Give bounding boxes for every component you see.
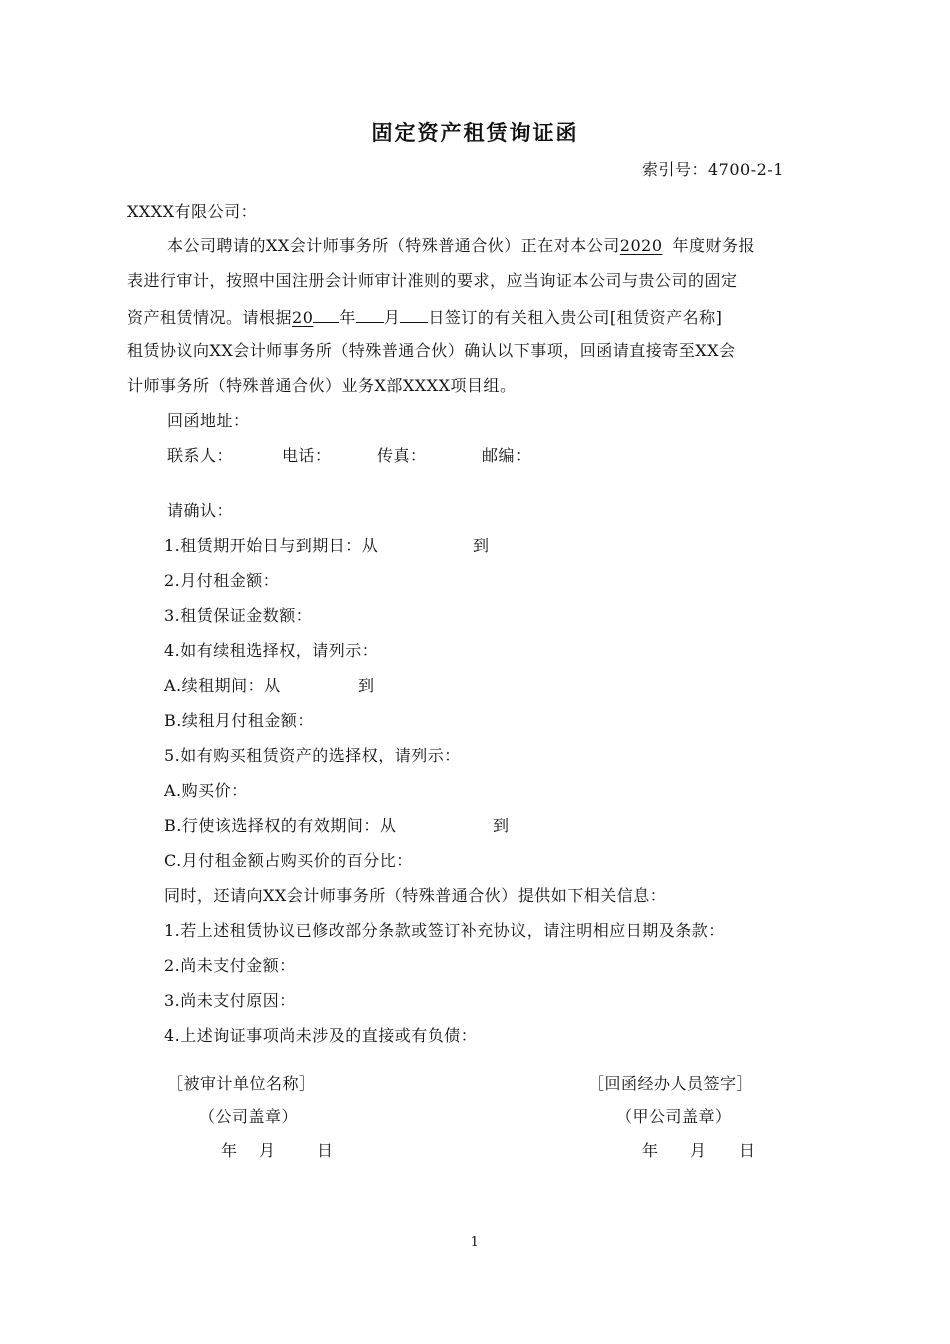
list-item: A.续租期间：从 <box>164 676 281 695</box>
left-date-day: 日 <box>317 1141 334 1160</box>
to-label: 到 <box>473 536 490 555</box>
additional-heading: 同时，还请向XX会计师事务所（特殊普通合伙）提供如下相关信息： <box>164 886 667 905</box>
agreement-year: 20 <box>292 308 314 327</box>
body-line-4: 租赁协议向XX会计师事务所（特殊普通合伙）确认以下事项，回函请直接寄至XX会 <box>127 341 736 360</box>
list-item: 4.上述询证事项尚未涉及的直接或有负债： <box>164 1026 478 1045</box>
body-text: 日签订的有关租入贵公司[租赁资产名称] <box>428 308 723 327</box>
item-text: 1.租赁期开始日与到期日：从 <box>164 536 379 555</box>
page-title: 固定资产租赁询证函 <box>371 120 579 145</box>
body-line-2: 表进行审计，按照中国注册会计师审计准则的要求，应当询证本公司与贵公司的固定 <box>127 271 738 290</box>
signer-signature-label: ［回函经办人员签字］ <box>588 1074 754 1093</box>
body-text: 年度财务报 <box>672 236 756 255</box>
body-text: 本公司聘请的XX会计师事务所（特殊普通合伙）正在对本公司 <box>167 236 620 255</box>
list-item: 4.如有续租选择权，请列示： <box>164 641 379 660</box>
list-item: B.续租月付租金额： <box>164 711 314 730</box>
body-line-1 <box>167 236 755 256</box>
list-item: 3.尚未支付原因： <box>164 991 296 1010</box>
to-label: 到 <box>358 676 375 695</box>
confirm-heading: 请确认： <box>167 501 234 520</box>
index-number: 索引号：4700-2-1 <box>642 160 784 179</box>
reply-address-label: 回函地址： <box>167 411 250 430</box>
body-line-5: 计师事务所（特殊普通合伙）业务X部XXXX项目组。 <box>127 376 517 395</box>
right-date-year: 年 <box>642 1141 659 1160</box>
audit-year: 2020 <box>619 236 663 255</box>
right-date-month: 月 <box>690 1141 707 1160</box>
addressee: XXXX有限公司： <box>127 202 258 221</box>
to-label: 到 <box>493 816 510 835</box>
audited-entity-name: ［被审计单位名称］ <box>167 1074 316 1093</box>
fax-label: 传真： <box>377 446 427 465</box>
list-item: 2.尚未支付金额： <box>164 956 296 975</box>
company-seal-label: （公司盖章） <box>199 1107 299 1126</box>
list-item: 1.若上述租赁协议已修改部分条款或签订补充协议，请注明相应日期及条款： <box>164 921 725 940</box>
party-a-seal-label: （甲公司盖章） <box>616 1107 732 1126</box>
day-blank <box>400 306 428 323</box>
body-line-3 <box>127 306 722 328</box>
month-label: 月 <box>383 308 401 327</box>
body-text: 资产租赁情况。请根据 <box>127 308 293 327</box>
left-date-month: 月 <box>259 1141 276 1160</box>
year-blank <box>313 306 339 323</box>
year-label: 年 <box>339 308 356 327</box>
left-date-year: 年 <box>221 1141 238 1160</box>
phone-label: 电话： <box>282 446 332 465</box>
list-item: A.购买价： <box>164 781 248 800</box>
list-item: 3.租赁保证金数额： <box>164 606 313 625</box>
list-item <box>164 536 378 556</box>
list-item: C.月付租金额占购买价的百分比： <box>164 851 413 870</box>
list-item: B.行使该选择权的有效期间：从 <box>164 816 397 835</box>
month-blank <box>356 306 384 323</box>
right-date-day: 日 <box>739 1141 756 1160</box>
list-item: 5.如有购买租赁资产的选择权，请列示： <box>164 746 461 765</box>
list-item: 2.月付租金额： <box>164 571 280 590</box>
contact-label: 联系人： <box>167 446 234 465</box>
zip-label: 邮编： <box>482 446 532 465</box>
page-number: 1 <box>470 1235 480 1250</box>
